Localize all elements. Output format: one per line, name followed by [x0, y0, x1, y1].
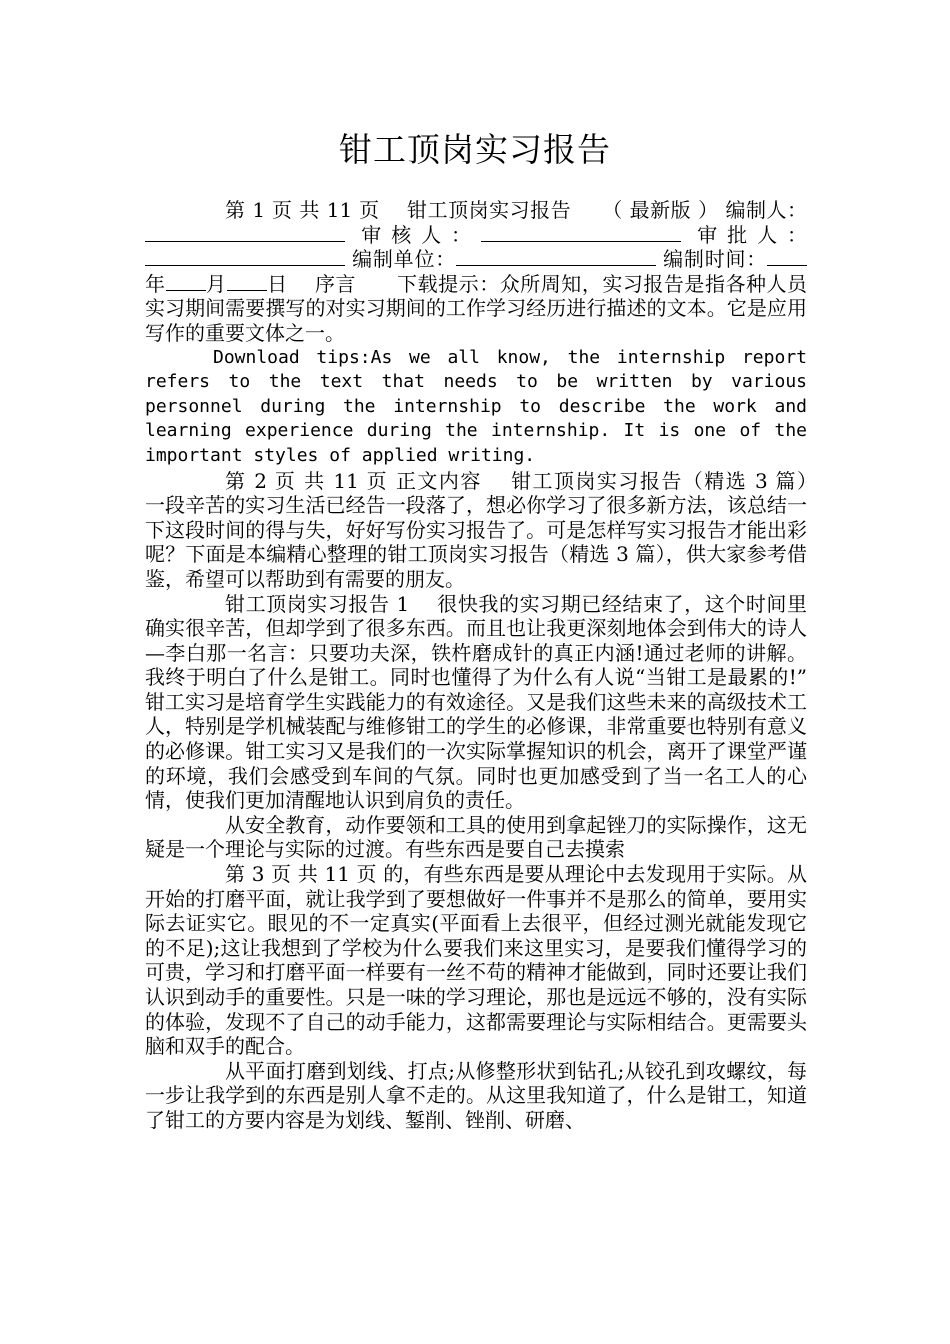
report-1-paragraph: 钳工顶岗实习报告 1 很快我的实习期已经结束了，这个时间里确实很辛苦，但却学到了很多东西。而且也让我更深刻地体会到伟大的诗人—李白那一名言：只要功夫深，铁杵磨成针的真正内涵!通过老师的讲解。我终于明白了什么是钳工。同时也懂得了为什么有人说“当钳工是最累的!” 钳工实习是培育学生实践能力的有效途径。又是我们这些未来的高级技术工人，特别是学机械装配与维修钳工的学生的必修课，非常重要也特别有意义的必修课。钳工实习又是我们的一次实际掌握知识的机会，离开了课堂严谨的环境，我们会感受到车间的气氛。同时也更加感受到了当一名工人的心情，使我们更加清醒地认识到肩负的责任。 — [145, 591, 834, 813]
reviewer-label: 审核人： — [361, 222, 481, 247]
day-blank — [227, 273, 267, 291]
day-label: 日 — [266, 271, 288, 296]
document-body — [145, 198, 834, 1133]
document-title: 钳工顶岗实习报告 — [339, 130, 611, 169]
approver-blank — [145, 248, 345, 266]
grinding-paragraph: 从平面打磨到划线、打点;从修整形状到钻孔;从铰孔到攻螺纹，每一步让我学到的东西是别人拿不走的。从这里我知道了，什么是钳工，知道了钳工的方要内容是为划线、錾削、锉削、研磨、 — [145, 1058, 807, 1132]
header-doc-title: 钳工顶岗实习报告 — [407, 198, 572, 222]
reviewer-blank — [481, 224, 681, 242]
unit-label: 编制单位： — [352, 247, 457, 272]
intro-paragraph: 第 2 页 共 11 页 正文内容 钳工顶岗实习报告（精选 3 篇） 一段辛苦的实习生活已经告一段落了，想必你学习了很多新方法，该总结一下这段时间的得与失，好好写份实习报告了。可是怎样写实习报告才能出彩呢？下面是本编精心整理的钳工顶岗实习报告（精选 3 篇），供大家参考借鉴，希望可以帮助到有需要的朋友。 — [145, 468, 834, 591]
unit-blank — [456, 248, 656, 266]
year-label: 年 — [145, 271, 166, 296]
page-marker: 第 1 页 共 11 页 — [225, 198, 380, 222]
safety-paragraph: 从安全教育，动作要领和工具的使用到拿起锉刀的实际操作，这无疑是一个理论与实际的过渡。有些东西是要自己去摸索 — [145, 812, 807, 862]
header-paragraph — [145, 198, 807, 346]
date-label: 编制时间： — [663, 247, 768, 272]
version-label: （ 最新版 ） — [612, 198, 719, 222]
preface-label: 序言 — [315, 271, 357, 296]
download-tip-en: Download tips:As we all know, the internship report refers to the text that needs to be written by various personnel during the internship to describe the work and learning experience during the internship. It is one of the important styles of applied writing. — [145, 346, 807, 466]
month-blank — [166, 273, 206, 291]
download-tip-cn: 下载提示：众所周知，实习报告是指各种人员实习期间需要撰写的对实习期间的工作学习经历进行描述的文本。它是应用写作的重要文体之一。 — [145, 271, 808, 345]
editor-label: 编制人： — [725, 198, 808, 222]
year-blank — [767, 248, 807, 266]
month-label: 月 — [205, 271, 227, 296]
page-3-paragraph: 第 3 页 共 11 页 的，有些东西是要从理论中去发现用于实际。从开始的打磨平面，就让我学到了要想做好一件事并不是那么的简单，要用实际去证实它。眼见的不一定真实(平面看上去很平，但经过测光就能发现它的不足);这让我想到了学校为什么要我们来这里实习，是要我们懂得学习的可贵，学习和打磨平面一样要有一丝不苟的精神才能做到，同时还要让我们认识到动手的重要性。只是一味的学习理论，那也是远远不够的，没有实际的体验，发现不了自己的动手能力，这都需要理论与实际相结合。更需要头脑和双手的配合。 — [145, 862, 807, 1059]
approver-label: 审批人： — [697, 222, 808, 247]
editor-blank — [145, 224, 345, 242]
